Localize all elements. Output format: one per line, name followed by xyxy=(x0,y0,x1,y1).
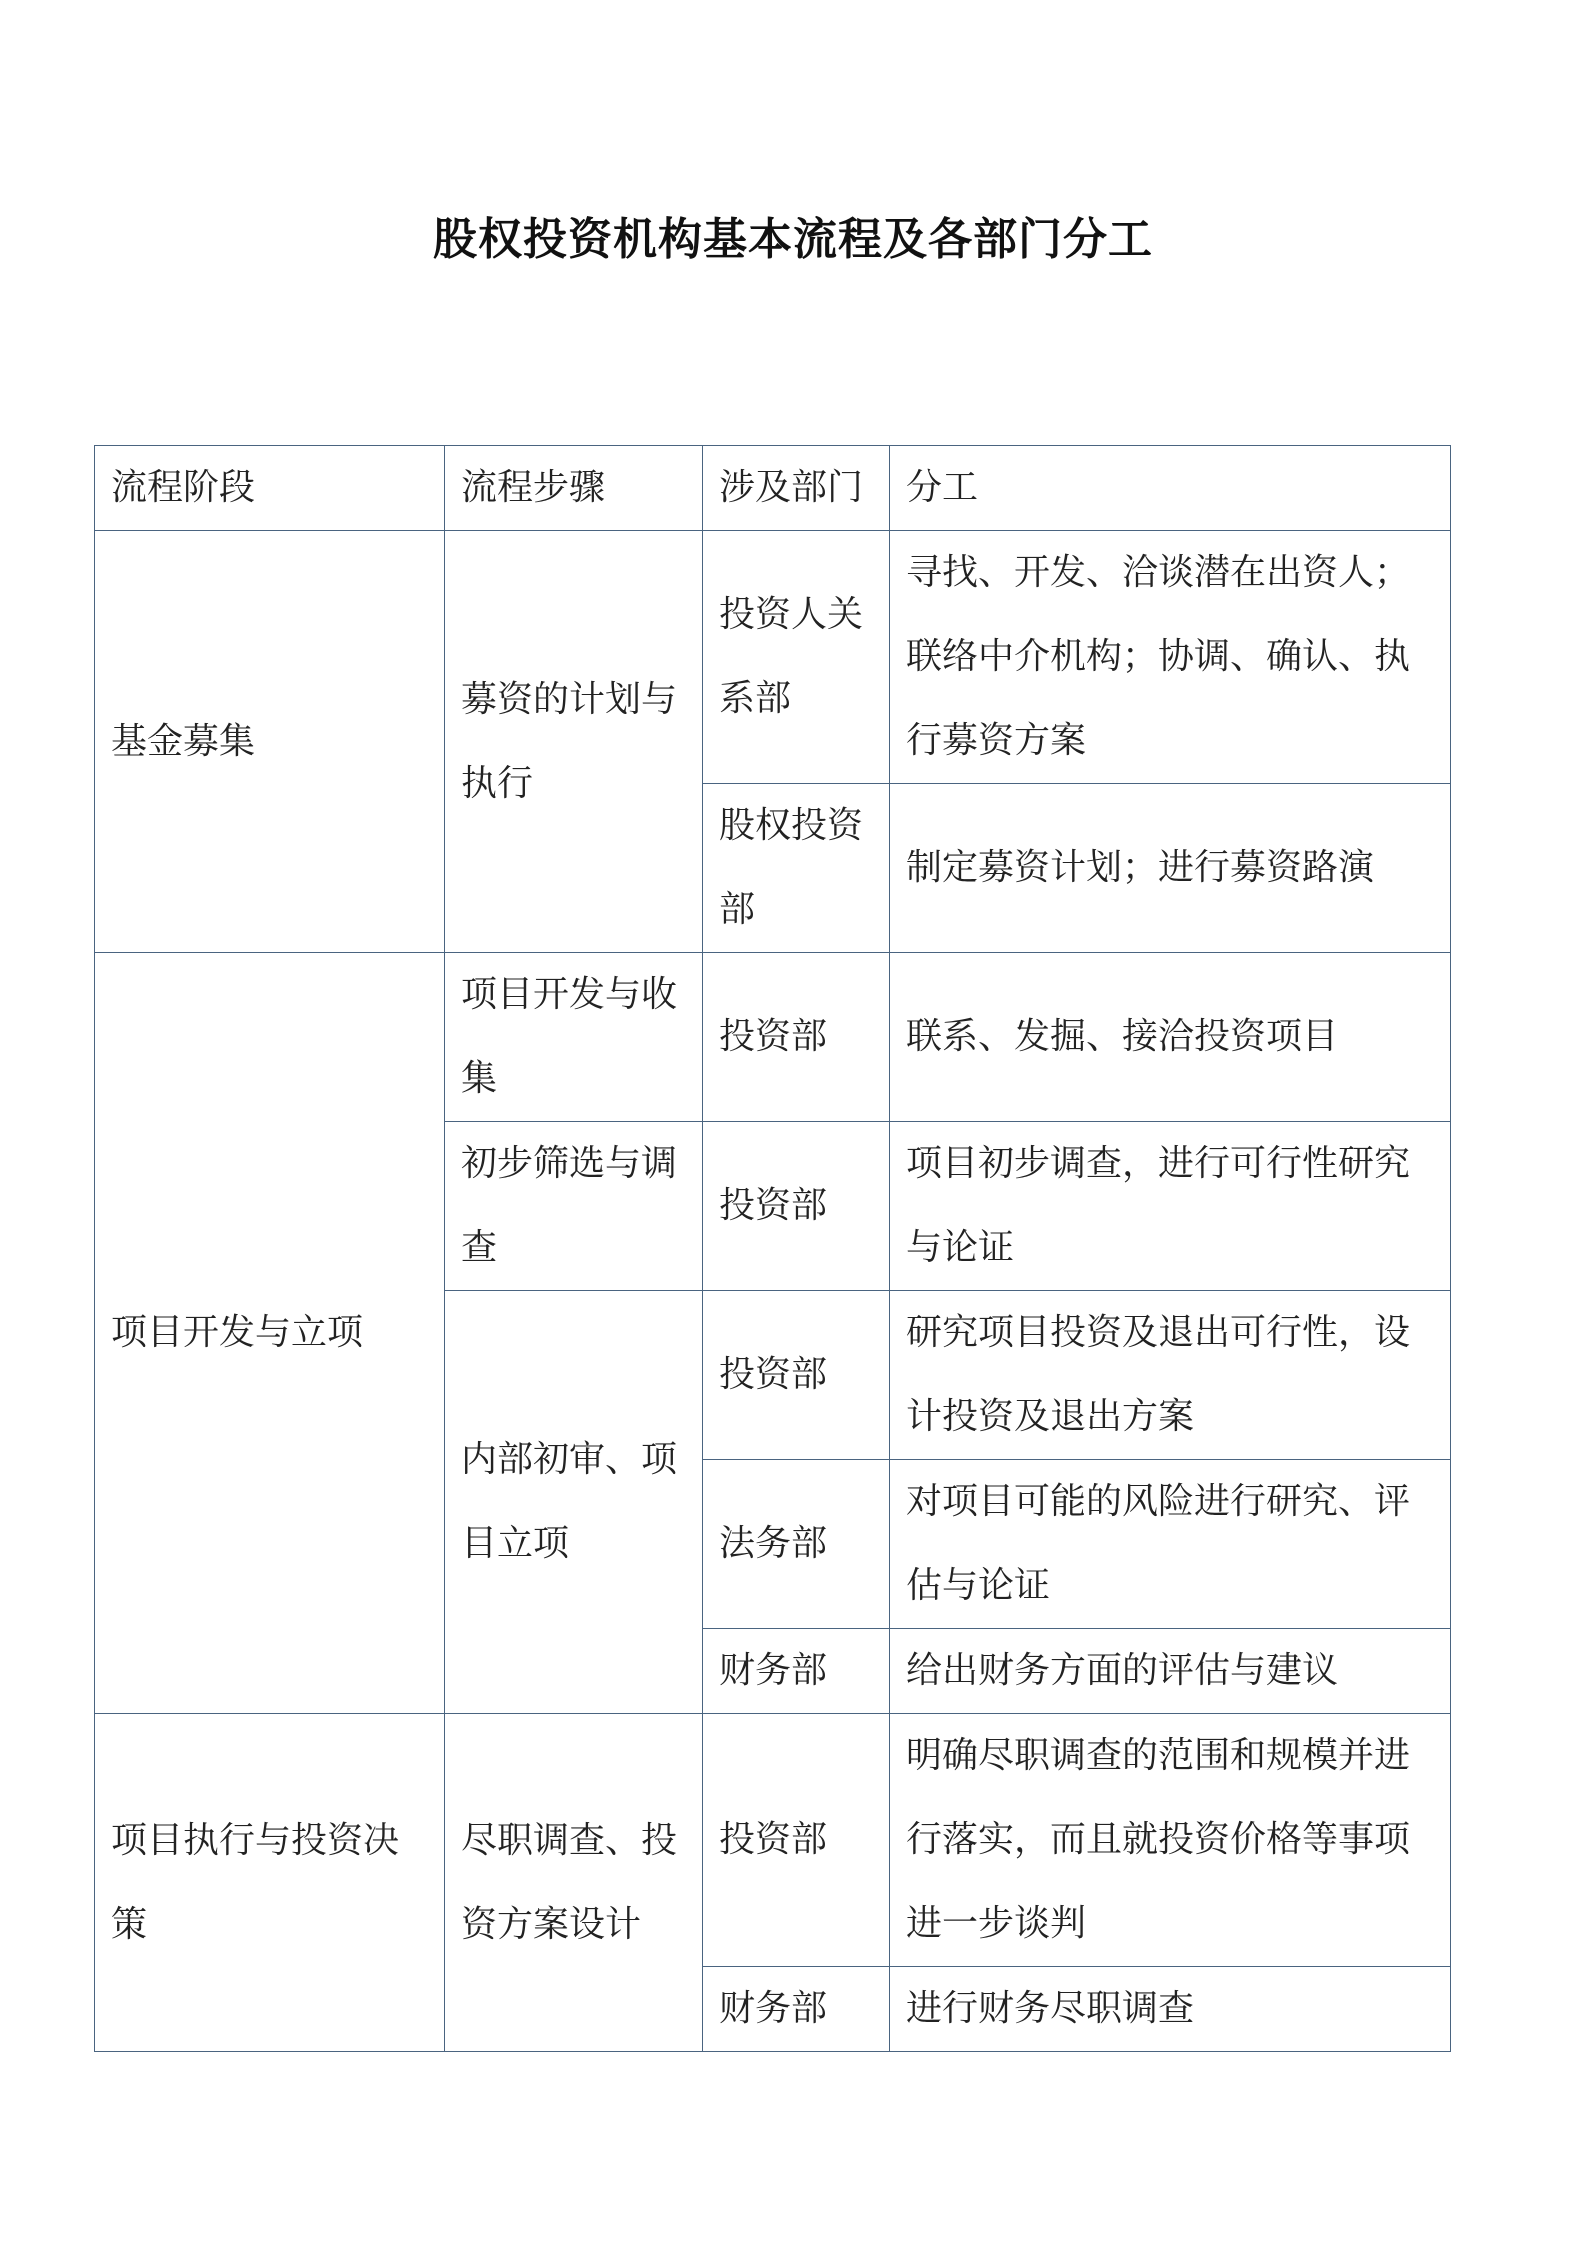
header-step: 流程步骤 xyxy=(445,446,703,531)
table-row xyxy=(95,1714,1451,1967)
department-cell: 法务部 xyxy=(703,1460,890,1629)
header-department: 涉及部门 xyxy=(703,446,890,531)
department-cell: 投资人关系部 xyxy=(703,531,890,784)
step-cell: 内部初审、项目立项 xyxy=(445,1291,703,1714)
department-cell: 财务部 xyxy=(703,1629,890,1714)
duty-cell: 项目初步调查，进行可行性研究与论证 xyxy=(890,1122,1451,1291)
step-cell: 募资的计划与执行 xyxy=(445,531,703,953)
duty-cell: 对项目可能的风险进行研究、评估与论证 xyxy=(890,1460,1451,1629)
department-cell: 股权投资部 xyxy=(703,784,890,953)
table-row xyxy=(95,531,1451,784)
department-cell: 财务部 xyxy=(703,1967,890,2052)
step-cell: 初步筛选与调查 xyxy=(445,1122,703,1291)
duty-cell: 明确尽职调查的范围和规模并进行落实，而且就投资价格等事项进一步谈判 xyxy=(890,1714,1451,1967)
table-row xyxy=(95,953,1451,1122)
table-header-row xyxy=(95,446,1451,531)
duty-cell: 寻找、开发、洽谈潜在出资人；联络中介机构；协调、确认、执行募资方案 xyxy=(890,531,1451,784)
stage-cell: 基金募集 xyxy=(95,531,445,953)
step-cell: 项目开发与收集 xyxy=(445,953,703,1122)
header-duty: 分工 xyxy=(890,446,1451,531)
department-cell: 投资部 xyxy=(703,953,890,1122)
department-cell: 投资部 xyxy=(703,1714,890,1967)
duty-cell: 给出财务方面的评估与建议 xyxy=(890,1629,1451,1714)
document-title: 股权投资机构基本流程及各部门分工 xyxy=(433,214,1153,265)
duty-cell: 研究项目投资及退出可行性，设计投资及退出方案 xyxy=(890,1291,1451,1460)
step-cell: 尽职调查、投资方案设计 xyxy=(445,1714,703,2052)
stage-cell: 项目执行与投资决策 xyxy=(95,1714,445,2052)
stage-cell: 项目开发与立项 xyxy=(95,953,445,1714)
department-cell: 投资部 xyxy=(703,1122,890,1291)
header-stage: 流程阶段 xyxy=(95,446,445,531)
department-cell: 投资部 xyxy=(703,1291,890,1460)
duty-cell: 联系、发掘、接洽投资项目 xyxy=(890,953,1451,1122)
process-table xyxy=(94,445,1451,2052)
duty-cell: 进行财务尽职调查 xyxy=(890,1967,1451,2052)
duty-cell: 制定募资计划；进行募资路演 xyxy=(890,784,1451,953)
